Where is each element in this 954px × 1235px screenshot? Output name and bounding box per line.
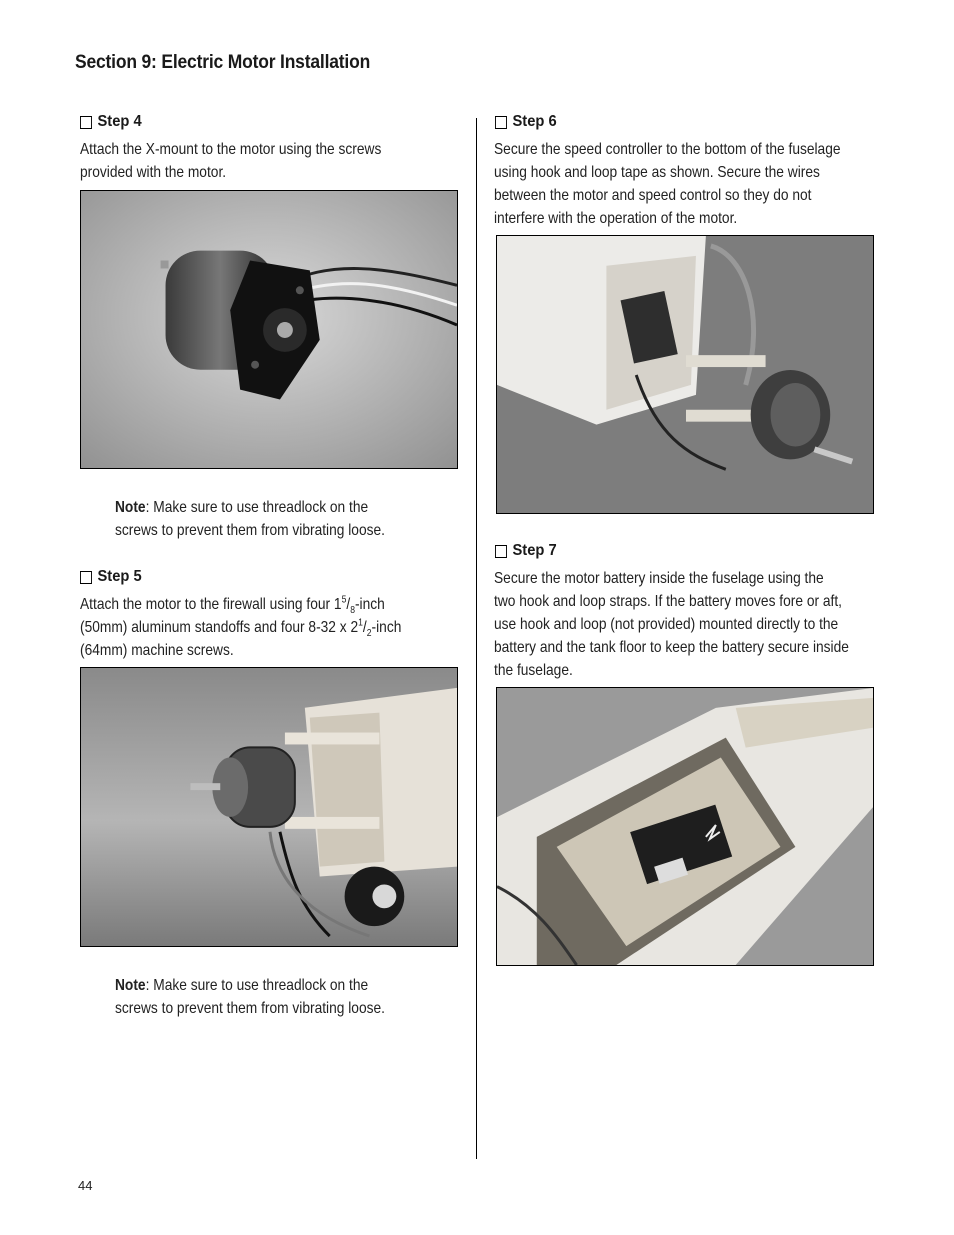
text-line: two hook and loop straps. If the battery moves fore or aft,: [494, 593, 843, 610]
text-line: screws to prevent them from vibrating loose.: [115, 1000, 385, 1017]
step-4-heading: [80, 113, 142, 131]
step-4-title: Step 4: [97, 113, 142, 130]
text-fragment: -inch: [354, 596, 385, 613]
step-6-heading: [495, 113, 557, 131]
step-7-title: Step 7: [512, 542, 557, 559]
step-5-title: Step 5: [97, 568, 142, 585]
photo-speed-controller: [496, 235, 874, 514]
checkbox-icon[interactable]: [495, 116, 507, 129]
note-2: [115, 974, 385, 1020]
text-line: interfere with the operation of the motor.: [494, 210, 738, 227]
photo-motor-x-mount: [80, 190, 458, 469]
text-line: the fuselage.: [494, 662, 573, 679]
checkbox-icon[interactable]: [495, 545, 507, 558]
fraction-slash: /: [362, 619, 367, 636]
photo-motor-firewall: [80, 667, 458, 947]
note-label: Note: [115, 977, 146, 994]
fraction-denominator: 8: [350, 605, 355, 617]
step-6-title: Step 6: [512, 113, 557, 130]
checkbox-icon[interactable]: [80, 571, 92, 584]
page-number: 44: [78, 1178, 93, 1193]
step-7-text: [494, 567, 849, 682]
text-line: using hook and loop tape as shown. Secure the wires: [494, 164, 820, 181]
step-7-heading: [495, 542, 557, 560]
note-1: [115, 496, 385, 542]
text-line: [80, 616, 401, 639]
fraction-numerator: 1: [358, 617, 363, 629]
note-text: : Make sure to use threadlock on the: [145, 977, 369, 994]
text-line: screws to prevent them from vibrating loose.: [115, 522, 385, 539]
note-label: Note: [115, 499, 146, 516]
text-line: [80, 593, 401, 616]
text-line: battery and the tank floor to keep the battery secure inside: [494, 639, 849, 656]
text-line: [115, 974, 385, 997]
step-6-text: [494, 138, 841, 230]
text-line: [115, 496, 385, 519]
text-line: use hook and loop (not provided) mounted directly to the: [494, 616, 839, 633]
section-title: Section 9: Electric Motor Installation: [75, 52, 371, 73]
step-5-heading: [80, 568, 142, 586]
text-fragment: -inch: [371, 619, 402, 636]
fraction-numerator: 5: [341, 594, 347, 606]
note-text: : Make sure to use threadlock on the: [145, 499, 369, 516]
checkbox-icon[interactable]: [80, 116, 92, 129]
step-4-text: [80, 138, 381, 184]
text-line: provided with the motor.: [80, 164, 227, 181]
text-fragment: (50mm) aluminum standoffs and four 8-32 x 2: [80, 619, 359, 636]
text-line: Secure the speed controller to the bottom of the fuselage: [494, 141, 841, 158]
text-line: Attach the X-mount to the motor using the screws: [80, 141, 382, 158]
fraction-denominator: 2: [366, 628, 372, 640]
text-fragment: Attach the motor to the firewall using four 1: [80, 596, 342, 613]
text-line: (64mm) machine screws.: [80, 642, 234, 659]
fraction-slash: /: [346, 596, 351, 613]
text-line: between the motor and speed control so they do not: [494, 187, 812, 204]
photo-battery-fuselage: [496, 687, 874, 966]
text-line: Secure the motor battery inside the fuselage using the: [494, 570, 824, 587]
step-5-text: [80, 593, 401, 662]
column-divider: [476, 118, 477, 1159]
